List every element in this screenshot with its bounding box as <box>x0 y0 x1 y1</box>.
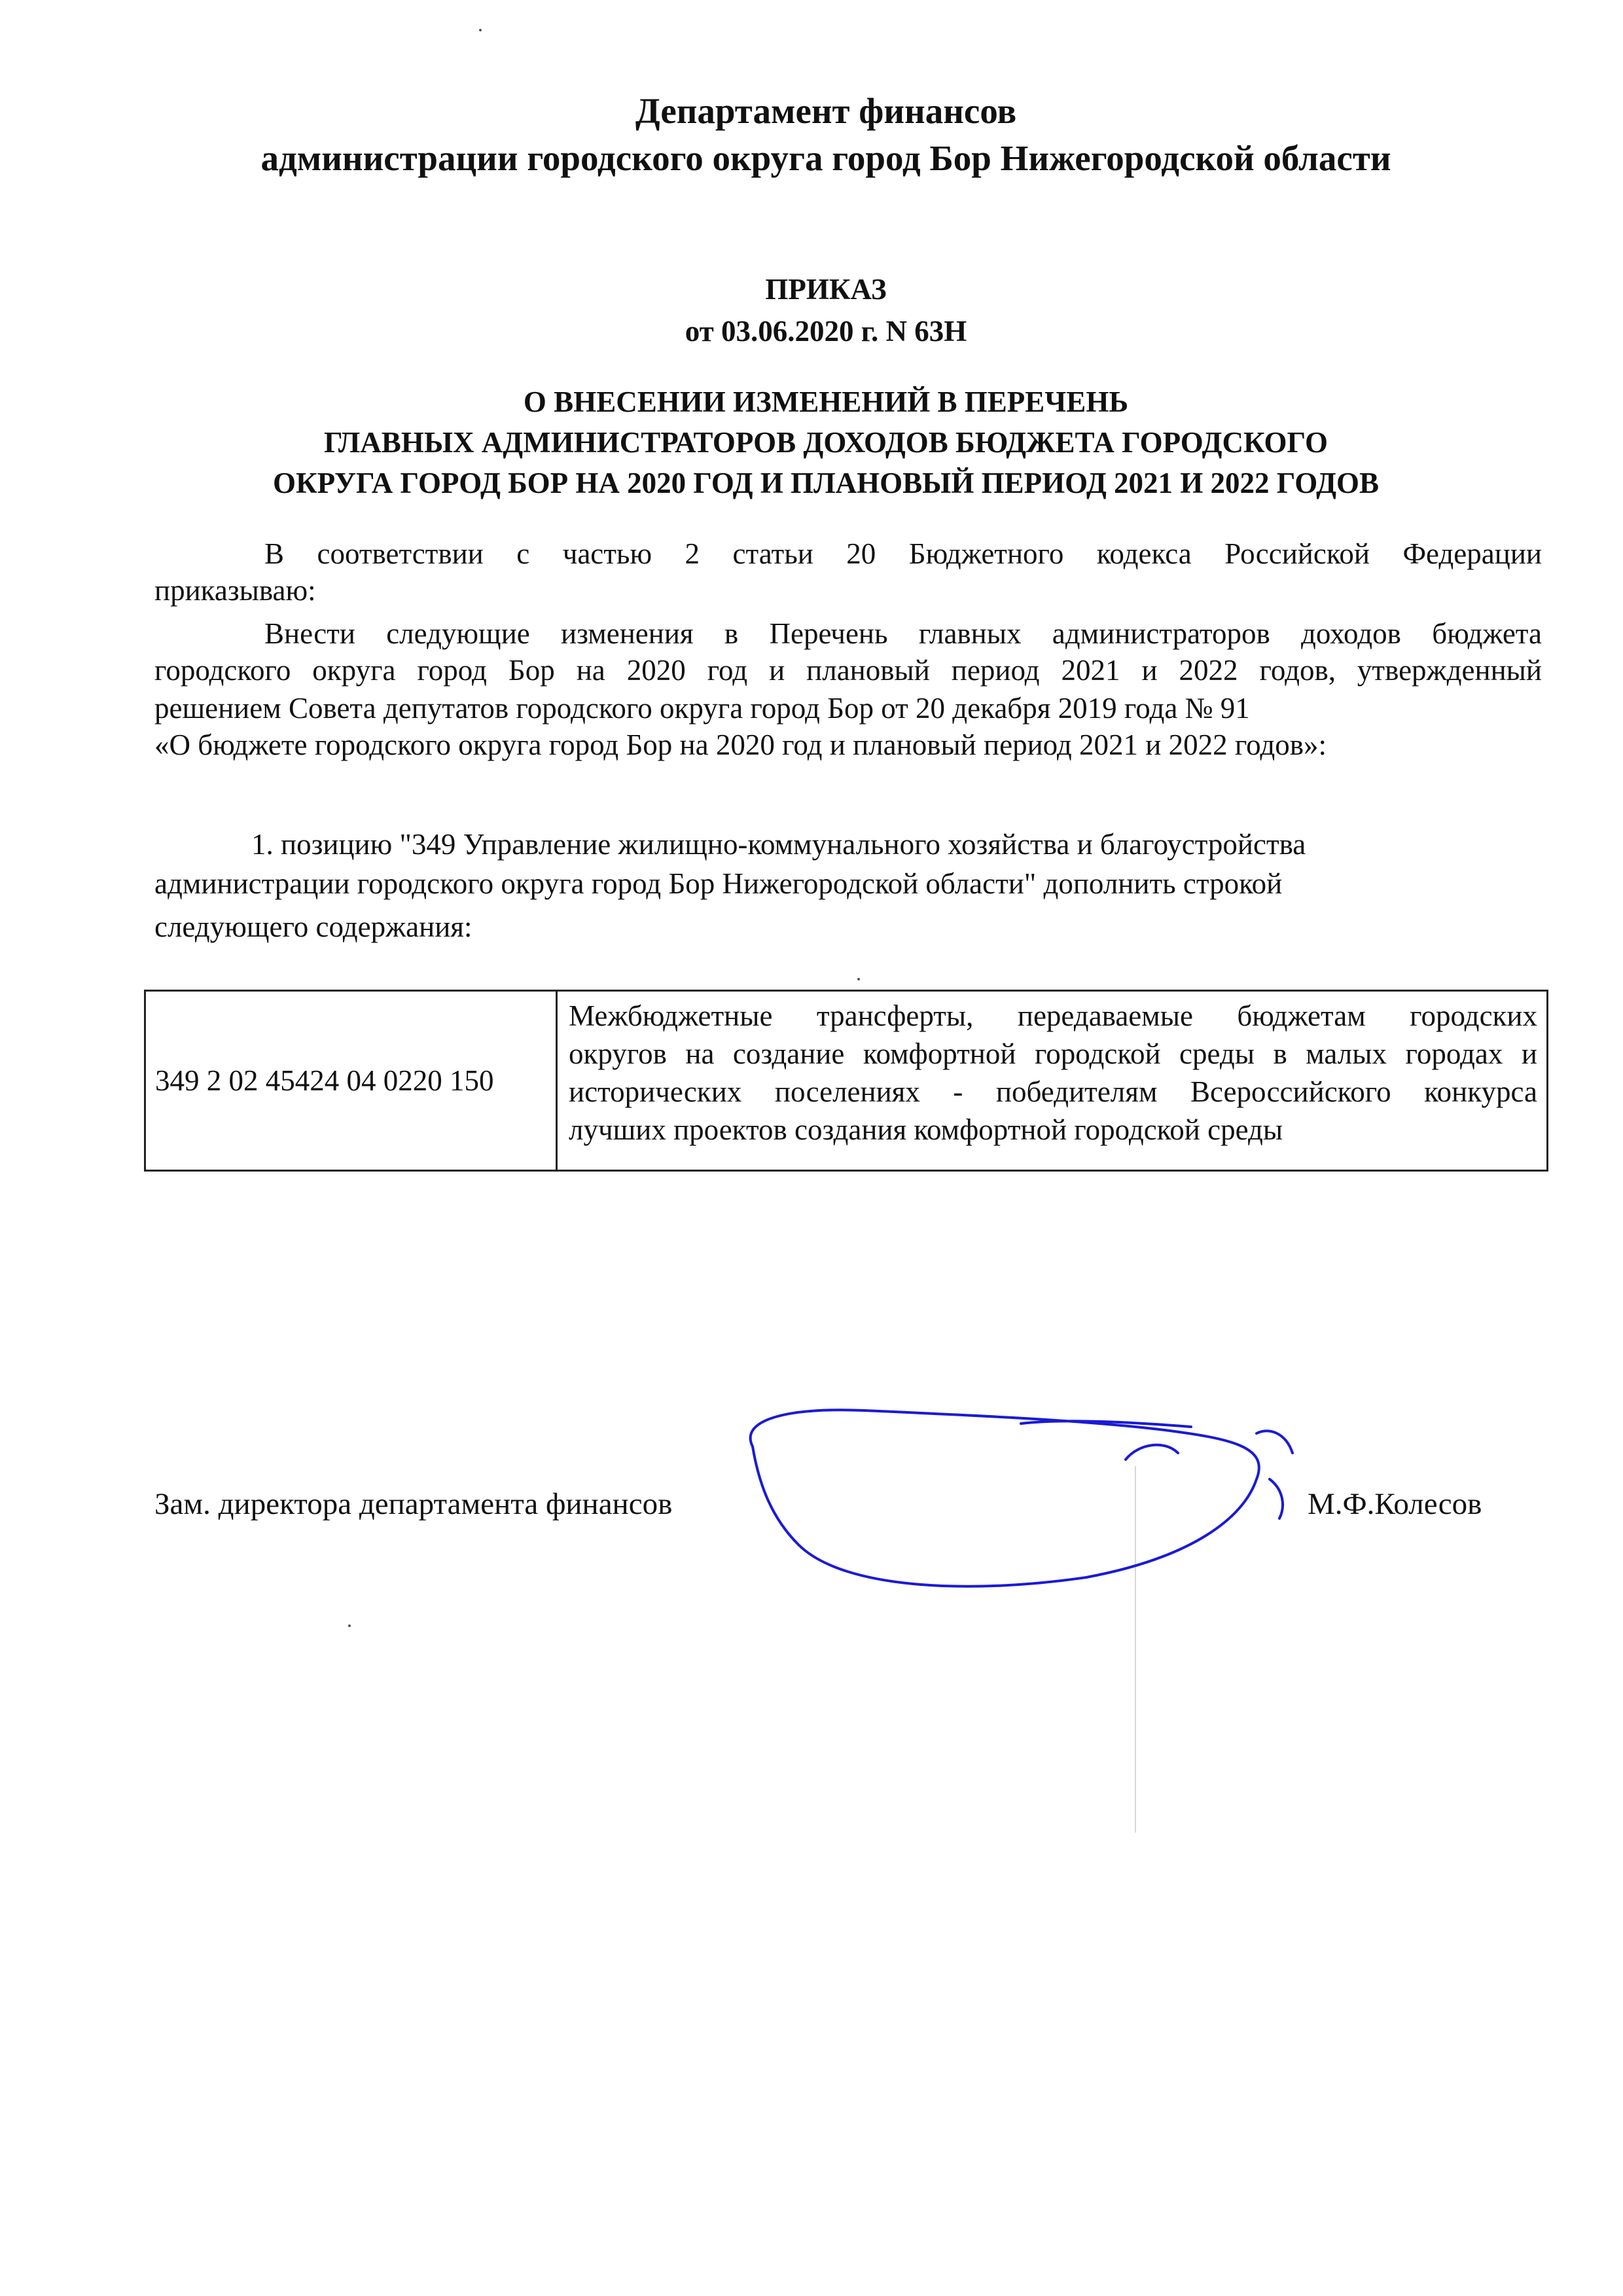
table-description-line: округов на создание комфортной городской среды в малых городах и <box>569 1037 1537 1070</box>
paragraph-changes-line: Внести следующие изменения в Перечень главных администраторов доходов бюджета <box>264 617 1542 650</box>
revenue-code-table <box>144 990 1548 1172</box>
list-item-1-line: 1. позицию "349 Управление жилищно-коммунального хозяйства и благоустройства <box>251 828 1306 861</box>
header-department: Департамент финансов <box>635 91 1017 131</box>
signatory-name: М.Ф.Колесов <box>1308 1487 1482 1521</box>
order-subject-line: ОКРУГА ГОРОД БОР НА 2020 ГОД И ПЛАНОВЫЙ ПЕРИОД 2021 И 2022 ГОДОВ <box>272 467 1380 499</box>
scan-speck <box>348 1624 351 1627</box>
scan-speck <box>479 29 482 31</box>
table-column-divider <box>556 992 558 1170</box>
paragraph-basis-line: В соответствии с частью 2 статьи 20 Бюджетного кодекса Российской Федерации <box>264 537 1542 570</box>
order-type: ПРИКАЗ <box>765 273 887 306</box>
handwritten-signature <box>694 1381 1322 1604</box>
table-description-line: лучших проектов создания комфортной городской среды <box>569 1113 1283 1146</box>
table-cell-code: 349 2 02 45424 04 0220 150 <box>155 1064 494 1097</box>
order-subject-line: О ВНЕСЕНИИ ИЗМЕНЕНИЙ В ПЕРЕЧЕНЬ <box>523 386 1129 418</box>
header-administration: администрации городского округа город Бор Нижегородской области <box>260 138 1391 178</box>
table-description-line: исторических поселениях - победителям Всероссийского конкурса <box>569 1075 1537 1108</box>
list-item-1-line: администрации городского округа город Бор Нижегородской области" дополнить строкой <box>154 867 1283 900</box>
order-subject-line: ГЛАВНЫХ АДМИНИСТРАТОРОВ ДОХОДОВ БЮДЖЕТА ГОРОДСКОГО <box>323 426 1329 459</box>
paragraph-changes-line: решением Совета депутатов городского округа город Бор от 20 декабря 2019 года № 91 <box>154 692 1250 725</box>
table-description-line: Межбюджетные трансферты, передаваемые бюджетам городских <box>569 999 1537 1032</box>
signatory-role: Зам. директора департамента финансов <box>154 1487 673 1521</box>
list-item-1-line: следующего содержания: <box>154 910 473 943</box>
order-date-number: от 03.06.2020 г. N 63Н <box>685 315 967 348</box>
table-cell-description <box>569 997 1537 1149</box>
scan-speck <box>857 978 860 980</box>
paragraph-changes-line: городского округа город Бор на 2020 год и плановый период 2021 и 2022 годов, утвержденный <box>154 654 1542 687</box>
paragraph-basis-line: приказываю: <box>154 574 316 607</box>
paragraph-changes-line: «О бюджете городского округа город Бор на 2020 год и плановый период 2021 и 2022 годов»: <box>154 728 1327 761</box>
